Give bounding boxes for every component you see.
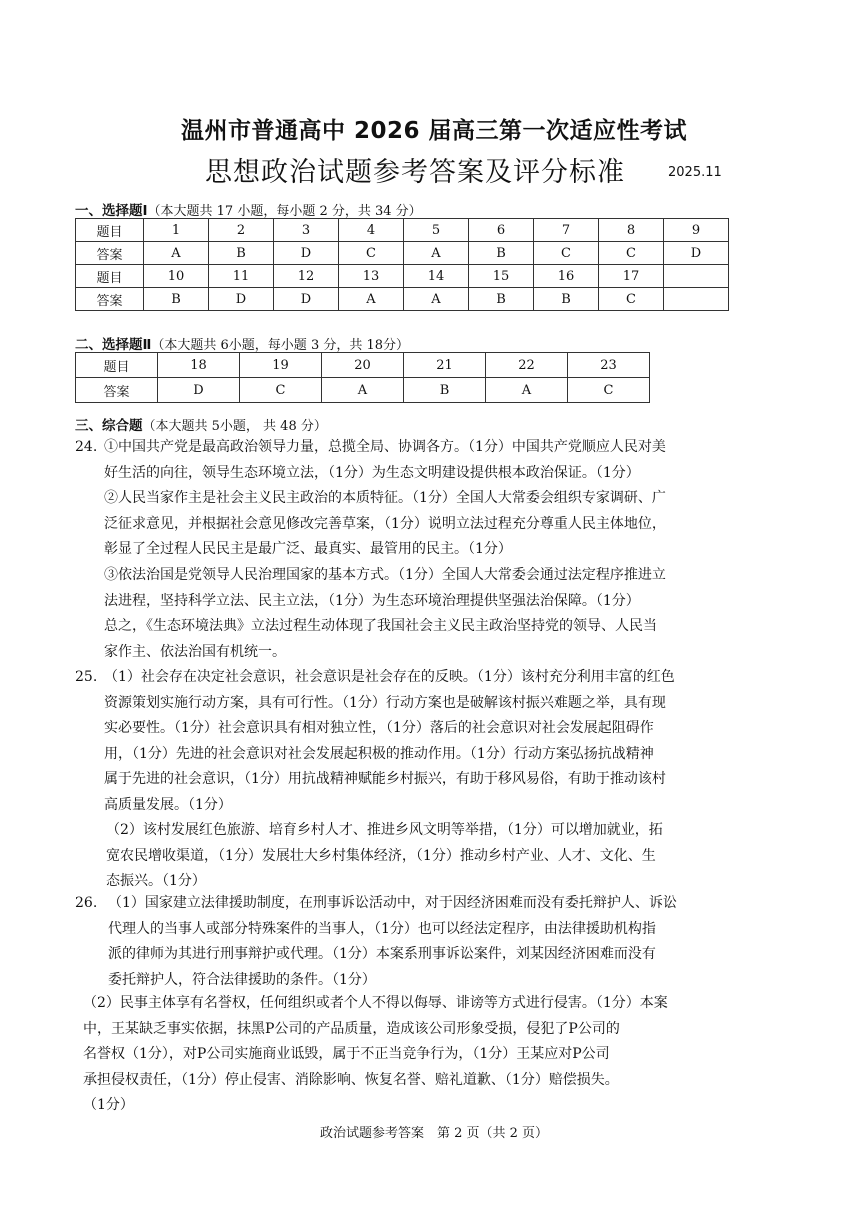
answer-cell: 12: [274, 265, 339, 288]
question-24-number: 24.: [75, 439, 98, 455]
answer-table-row: [76, 265, 729, 288]
answer-cell: B: [404, 378, 486, 403]
question-26-part-1: [108, 891, 677, 993]
section-1-note: （本大题共 17 小题，每小题 2 分，共 34 分）: [147, 204, 422, 219]
answer-cell: 10: [144, 265, 209, 288]
answer-table-row: [76, 219, 729, 242]
answer-line: 高质量发展。（1分）: [104, 796, 232, 813]
section-3-note: （本大题共 5小题， 共 48 分）: [142, 419, 327, 434]
answer-cell: C: [568, 378, 650, 403]
answer-cell: 6: [469, 219, 534, 242]
answer-cell: C: [599, 242, 664, 265]
exam-title: 温州市普通高中 2026 届高三第一次适应性考试: [180, 118, 688, 144]
answer-table-row: [76, 288, 729, 311]
answer-cell: 11: [209, 265, 274, 288]
document-title: 思想政治试题参考答案及评分标准: [205, 157, 625, 188]
answer-line: 好生活的向往，领导生态环境立法，（1分）为生态文明建设提供根本政治保证。（1分）: [104, 464, 640, 481]
answer-line: 总之，《生态环境法典》立法过程生动体现了我国社会主义民主政治坚持党的领导、人民当: [104, 618, 657, 635]
question-24-answer: [104, 435, 666, 665]
answer-line: 中，王某缺乏事实依据，抹黑P公司的产品质量，造成该公司形象受损，侵犯了P公司的: [83, 1020, 620, 1037]
answer-cell: 3: [274, 219, 339, 242]
row-label-cell: 题目: [76, 353, 158, 378]
answer-cell: 20: [322, 353, 404, 378]
answer-cell: A: [404, 242, 469, 265]
section-3-title: 三、综合题: [75, 418, 143, 434]
section-2-heading: [75, 333, 409, 353]
answer-cell: B: [209, 242, 274, 265]
answer-cell: 5: [404, 219, 469, 242]
exam-date: 2025.11: [668, 165, 722, 180]
row-label-cell: 答案: [76, 378, 158, 403]
row-label-cell: 答案: [76, 242, 144, 265]
answer-cell: B: [469, 242, 534, 265]
answer-cell: D: [274, 288, 339, 311]
answer-cell: 1: [144, 219, 209, 242]
row-label-cell: 题目: [76, 219, 144, 242]
answer-cell: D: [664, 242, 729, 265]
answer-cell: C: [534, 242, 599, 265]
question-26-number: 26.: [75, 895, 98, 911]
section-3-heading: [75, 414, 327, 434]
answer-line: （1）国家建立法律援助制度，在刑事诉讼活动中，对于因经济困难而没有委托辩护人、诉讼: [108, 895, 677, 911]
answer-table-row: [76, 378, 650, 403]
answer-cell: A: [322, 378, 404, 403]
answer-line: （2）该村发展红色旅游、培育乡村人才、推进乡风文明等举措，（1分）可以增加就业，拓: [106, 822, 663, 838]
answer-line: 家作主、依法治国有机统一。: [104, 643, 286, 660]
answer-cell: C: [240, 378, 322, 403]
question-25-part-2: [106, 818, 663, 895]
answer-line: 资源策划实施行动方案，具有可行性。（1分）行动方案也是破解该村振兴难题之举，具有现: [104, 694, 666, 711]
answer-cell: B: [144, 288, 209, 311]
answer-cell: 23: [568, 353, 650, 378]
answer-cell: 21: [404, 353, 486, 378]
answer-line: 承担侵权责任，（1分）停止侵害、消除影响、恢复名誉、赔礼道歉、（1分）赔偿损失。: [83, 1071, 619, 1088]
answer-line: 法进程，坚持科学立法、民主立法，（1分）为生态环境治理提供坚强法治保障。（1分）: [104, 592, 640, 609]
answer-cell: 9: [664, 219, 729, 242]
answer-cell: 17: [599, 265, 664, 288]
section-1-heading: [75, 199, 422, 219]
answer-line: 名誉权（1分），对P公司实施商业诋毁，属于不正当竞争行为，（1分）王某应对P公司: [83, 1046, 610, 1063]
answer-cell: D: [209, 288, 274, 311]
answer-line: 彰显了全过程人民民主是最广泛、最真实、最管用的民主。（1分）: [104, 541, 512, 558]
answer-cell: A: [339, 288, 404, 311]
answer-cell: 16: [534, 265, 599, 288]
answer-line: ③依法治国是党领导人民治理国家的基本方式。（1分）全国人大常委会通过法定程序推进立: [104, 566, 666, 583]
answer-cell: C: [599, 288, 664, 311]
section-1-answer-table: [75, 218, 729, 311]
answer-line: 委托辩护人，符合法律援助的条件。（1分）: [108, 971, 376, 988]
answer-line: 用，（1分）先进的社会意识对社会发展起积极的推动作用。（1分）行动方案弘扬抗战精神: [104, 745, 654, 762]
answer-line: 宽农民增收渠道，（1分）发展壮大乡村集体经济，（1分）推动乡村产业、人才、文化、生: [106, 847, 656, 864]
answer-line: 代理人的当事人或部分特殊案件的当事人，（1分）也可以经法定程序，由法律援助机构指: [108, 920, 656, 937]
answer-line: （1分）: [83, 1097, 134, 1114]
answer-cell: B: [469, 288, 534, 311]
answer-cell: 2: [209, 219, 274, 242]
answer-cell: 18: [158, 353, 240, 378]
answer-cell: [664, 265, 729, 288]
answer-line: ①中国共产党是最高政治领导力量，总揽全局、协调各方。（1分）中国共产党顺应人民对美: [104, 439, 666, 455]
question-25-number: 25.: [75, 669, 98, 685]
answer-cell: A: [486, 378, 568, 403]
row-label-cell: 题目: [76, 265, 144, 288]
section-2-note: （本大题共 6小题，每小题 3 分，共 18分）: [151, 338, 410, 353]
answer-line: （1）社会存在决定社会意识，社会意识是社会存在的反映。（1分）该村充分利用丰富的红色: [104, 669, 675, 685]
answer-cell: 15: [469, 265, 534, 288]
section-1-title: 一、选择题Ⅰ: [75, 203, 148, 219]
question-26-part-2: [83, 991, 668, 1119]
answer-table-row: [76, 353, 650, 378]
answer-line: 态振兴。（1分）: [106, 873, 206, 890]
answer-cell: A: [404, 288, 469, 311]
answer-cell: 7: [534, 219, 599, 242]
row-label-cell: 答案: [76, 288, 144, 311]
answer-cell: D: [274, 242, 339, 265]
answer-cell: 19: [240, 353, 322, 378]
answer-cell: B: [534, 288, 599, 311]
answer-line: 泛征求意见，并根据社会意见修改完善草案，（1分）说明立法过程充分尊重人民主体地位，: [104, 515, 666, 532]
answer-cell: 13: [339, 265, 404, 288]
answer-line: 属于先进的社会意识，（1分）用抗战精神赋能乡村振兴，有助于移风易俗，有助于推动该村: [104, 771, 666, 788]
answer-line: （2）民事主体享有名誉权，任何组织或者个人不得以侮辱、诽谤等方式进行侵害。（1分）本案: [83, 995, 668, 1011]
answer-cell: 22: [486, 353, 568, 378]
section-2-title: 二、选择题Ⅱ: [75, 337, 152, 353]
answer-line: ②人民当家作主是社会主义民主政治的本质特征。（1分）全国人大常委会组织专家调研、广: [104, 490, 666, 507]
question-25-part-1: [104, 665, 675, 819]
answer-cell: 4: [339, 219, 404, 242]
answer-line: 实必要性。（1分）社会意识具有相对独立性，（1分）落后的社会意识对社会发展起阻碍作: [104, 720, 654, 737]
answer-cell: [664, 288, 729, 311]
page-footer: 政治试题参考答案 第 2 页（共 2 页）: [319, 1126, 549, 1141]
answer-table-row: [76, 242, 729, 265]
answer-line: 派的律师为其进行刑事辩护或代理。（1分）本案系刑事诉讼案件，刘某因经济困难而没有: [108, 946, 656, 963]
answer-cell: 8: [599, 219, 664, 242]
answer-cell: 14: [404, 265, 469, 288]
answer-cell: C: [339, 242, 404, 265]
answer-cell: A: [144, 242, 209, 265]
section-2-answer-table: [75, 352, 650, 403]
answer-cell: D: [158, 378, 240, 403]
